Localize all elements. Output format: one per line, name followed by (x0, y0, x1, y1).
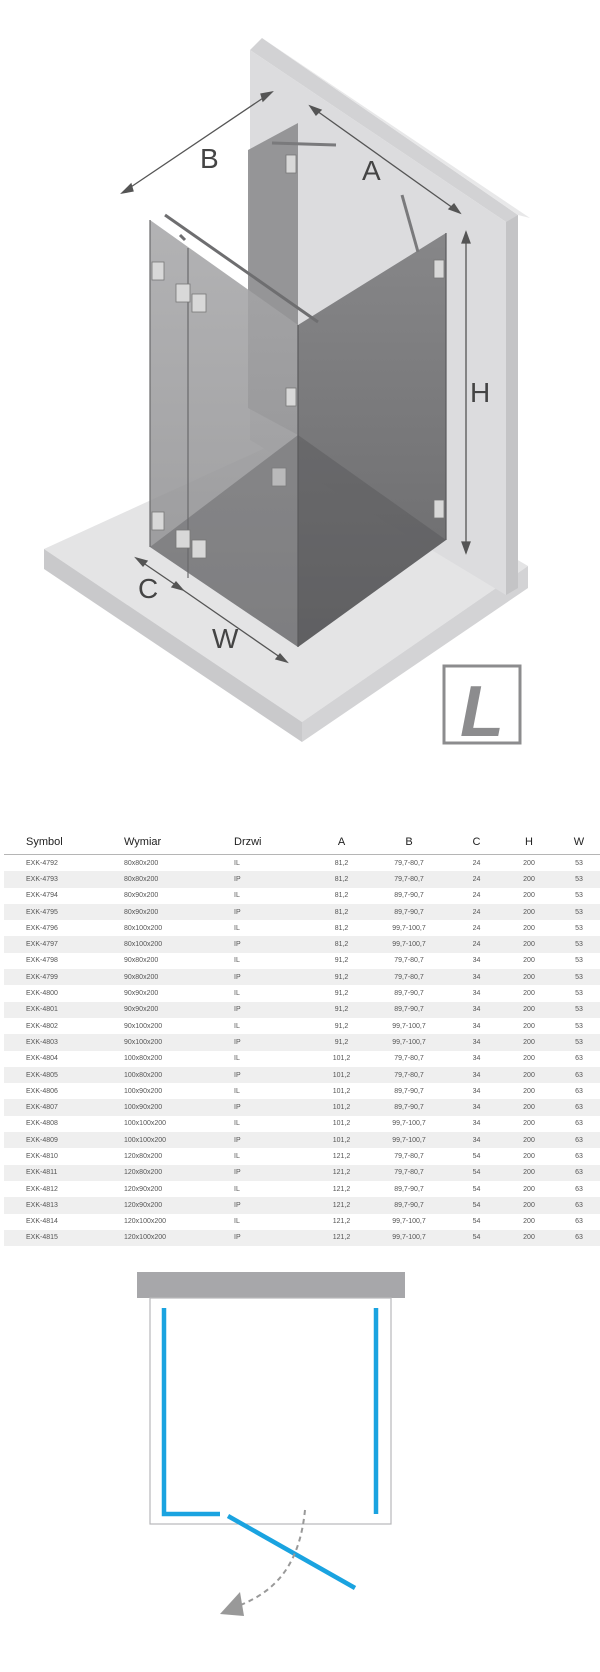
cell-wymiar: 80x100x200 (124, 936, 234, 952)
cell-c: 34 (449, 1099, 504, 1115)
header-b: B (369, 830, 449, 855)
cell-b: 79,7-80,7 (369, 871, 449, 887)
cell-a: 91,2 (314, 1002, 369, 1018)
header-h: H (504, 830, 554, 855)
cell-c: 54 (449, 1148, 504, 1164)
cell-a: 101,2 (314, 1116, 369, 1132)
table-row (4, 1002, 600, 1018)
cell-c: 24 (449, 855, 504, 872)
cell-drzwi: IL (234, 888, 314, 904)
cell-c: 34 (449, 969, 504, 985)
cell-symbol: EXK-4802 (4, 1018, 124, 1034)
cell-symbol: EXK-4795 (4, 904, 124, 920)
cell-a: 121,2 (314, 1214, 369, 1230)
cell-drzwi: IL (234, 953, 314, 969)
cell-h: 200 (504, 1116, 554, 1132)
cell-symbol: EXK-4815 (4, 1230, 124, 1246)
cell-c: 54 (449, 1214, 504, 1230)
cell-wymiar: 80x80x200 (124, 871, 234, 887)
table-row (4, 871, 600, 887)
cell-c: 34 (449, 1034, 504, 1050)
cell-b: 79,7-80,7 (369, 1165, 449, 1181)
cell-symbol: EXK-4798 (4, 953, 124, 969)
cell-symbol: EXK-4800 (4, 985, 124, 1001)
table-row (4, 953, 600, 969)
cell-wymiar: 120x80x200 (124, 1148, 234, 1164)
cell-b: 99,7-100,7 (369, 1132, 449, 1148)
cell-c: 34 (449, 1083, 504, 1099)
cell-drzwi: IP (234, 1197, 314, 1213)
cell-drzwi: IP (234, 1099, 314, 1115)
cell-wymiar: 80x90x200 (124, 904, 234, 920)
cell-h: 200 (504, 985, 554, 1001)
cell-b: 99,7-100,7 (369, 920, 449, 936)
cell-b: 99,7-100,7 (369, 936, 449, 952)
table-row (4, 1132, 600, 1148)
cell-b: 89,7-90,7 (369, 1083, 449, 1099)
cell-b: 99,7-100,7 (369, 1230, 449, 1246)
cell-drzwi: IL (234, 1181, 314, 1197)
cell-w: 53 (554, 871, 600, 887)
cell-symbol: EXK-4803 (4, 1034, 124, 1050)
cell-a: 121,2 (314, 1148, 369, 1164)
cell-h: 200 (504, 1099, 554, 1115)
cell-a: 81,2 (314, 855, 369, 872)
table-row (4, 1214, 600, 1230)
cell-drzwi: IP (234, 1067, 314, 1083)
cell-symbol: EXK-4806 (4, 1083, 124, 1099)
cell-h: 200 (504, 936, 554, 952)
cell-drzwi: IL (234, 1018, 314, 1034)
cell-symbol: EXK-4794 (4, 888, 124, 904)
cell-wymiar: 120x90x200 (124, 1181, 234, 1197)
cell-h: 200 (504, 1148, 554, 1164)
cell-symbol: EXK-4797 (4, 936, 124, 952)
cell-a: 121,2 (314, 1230, 369, 1246)
cell-h: 200 (504, 1051, 554, 1067)
cell-a: 121,2 (314, 1181, 369, 1197)
cell-b: 99,7-100,7 (369, 1116, 449, 1132)
cell-h: 200 (504, 1083, 554, 1099)
table-header-row (4, 830, 600, 855)
cell-b: 79,7-80,7 (369, 969, 449, 985)
cell-drzwi: IP (234, 1132, 314, 1148)
cell-symbol: EXK-4811 (4, 1165, 124, 1181)
cell-wymiar: 120x80x200 (124, 1165, 234, 1181)
cell-wymiar: 100x100x200 (124, 1132, 234, 1148)
cell-a: 101,2 (314, 1099, 369, 1115)
cell-b: 99,7-100,7 (369, 1214, 449, 1230)
cell-drzwi: IP (234, 904, 314, 920)
cell-drzwi: IL (234, 1083, 314, 1099)
cell-w: 63 (554, 1181, 600, 1197)
cell-h: 200 (504, 920, 554, 936)
cell-symbol: EXK-4805 (4, 1067, 124, 1083)
table-row (4, 1018, 600, 1034)
cell-h: 200 (504, 1002, 554, 1018)
cell-w: 63 (554, 1214, 600, 1230)
cell-a: 101,2 (314, 1051, 369, 1067)
cell-wymiar: 120x100x200 (124, 1230, 234, 1246)
table-body (4, 855, 600, 1247)
cell-w: 63 (554, 1197, 600, 1213)
cell-drzwi: IL (234, 1051, 314, 1067)
cell-drzwi: IP (234, 1002, 314, 1018)
dim-label-b: B (200, 143, 219, 174)
cell-h: 200 (504, 1230, 554, 1246)
cell-symbol: EXK-4793 (4, 871, 124, 887)
cell-drzwi: IL (234, 985, 314, 1001)
table-row (4, 1083, 600, 1099)
table-row (4, 985, 600, 1001)
cell-w: 53 (554, 1002, 600, 1018)
cell-h: 200 (504, 1165, 554, 1181)
badge-letter: L (460, 672, 504, 752)
cell-c: 34 (449, 953, 504, 969)
cell-b: 89,7-90,7 (369, 985, 449, 1001)
plan-outline (150, 1298, 391, 1524)
cell-w: 53 (554, 985, 600, 1001)
cell-w: 53 (554, 953, 600, 969)
cell-b: 89,7-90,7 (369, 1099, 449, 1115)
plan-view-diagram (0, 1270, 600, 1672)
table-row (4, 1197, 600, 1213)
cell-w: 63 (554, 1083, 600, 1099)
dim-label-w: W (212, 623, 239, 654)
cell-c: 34 (449, 1116, 504, 1132)
cell-wymiar: 90x90x200 (124, 985, 234, 1001)
cell-b: 89,7-90,7 (369, 888, 449, 904)
cell-wymiar: 90x100x200 (124, 1034, 234, 1050)
cell-wymiar: 100x90x200 (124, 1099, 234, 1115)
cell-c: 24 (449, 871, 504, 887)
cell-b: 79,7-80,7 (369, 855, 449, 872)
cell-a: 91,2 (314, 1018, 369, 1034)
cell-drzwi: IL (234, 920, 314, 936)
cell-c: 54 (449, 1181, 504, 1197)
cell-h: 200 (504, 888, 554, 904)
dim-label-a: A (362, 155, 381, 186)
cell-a: 81,2 (314, 871, 369, 887)
cell-w: 53 (554, 1018, 600, 1034)
shower-enclosure-diagram (0, 0, 600, 800)
table-row (4, 1148, 600, 1164)
cell-symbol: EXK-4801 (4, 1002, 124, 1018)
cell-w: 53 (554, 904, 600, 920)
table-row (4, 969, 600, 985)
cell-a: 101,2 (314, 1132, 369, 1148)
cell-symbol: EXK-4812 (4, 1181, 124, 1197)
cell-b: 89,7-90,7 (369, 1197, 449, 1213)
cell-wymiar: 100x100x200 (124, 1116, 234, 1132)
cell-b: 79,7-80,7 (369, 1051, 449, 1067)
cell-drzwi: IP (234, 936, 314, 952)
cell-c: 24 (449, 904, 504, 920)
table-row (4, 1181, 600, 1197)
cell-a: 91,2 (314, 985, 369, 1001)
cell-w: 63 (554, 1099, 600, 1115)
table-row (4, 1165, 600, 1181)
cell-h: 200 (504, 855, 554, 872)
cell-c: 34 (449, 1132, 504, 1148)
cell-c: 24 (449, 888, 504, 904)
cell-b: 79,7-80,7 (369, 953, 449, 969)
cell-symbol: EXK-4808 (4, 1116, 124, 1132)
cell-h: 200 (504, 871, 554, 887)
cell-c: 24 (449, 920, 504, 936)
table-row (4, 920, 600, 936)
header-symbol: Symbol (4, 830, 124, 855)
cell-h: 200 (504, 1197, 554, 1213)
table-row (4, 1067, 600, 1083)
cell-w: 53 (554, 855, 600, 872)
cell-wymiar: 100x90x200 (124, 1083, 234, 1099)
cell-a: 121,2 (314, 1165, 369, 1181)
table-row (4, 1034, 600, 1050)
plan-wall (137, 1272, 405, 1298)
cell-wymiar: 90x80x200 (124, 969, 234, 985)
cell-a: 91,2 (314, 1034, 369, 1050)
table-row (4, 904, 600, 920)
cell-wymiar: 90x80x200 (124, 953, 234, 969)
cell-a: 101,2 (314, 1067, 369, 1083)
cell-symbol: EXK-4807 (4, 1099, 124, 1115)
cell-drzwi: IL (234, 1148, 314, 1164)
cell-drzwi: IP (234, 1230, 314, 1246)
cell-wymiar: 80x80x200 (124, 855, 234, 872)
table-row (4, 1099, 600, 1115)
cell-w: 63 (554, 1116, 600, 1132)
spec-table (4, 830, 600, 1246)
cell-w: 53 (554, 1034, 600, 1050)
cell-symbol: EXK-4792 (4, 855, 124, 872)
cell-a: 121,2 (314, 1197, 369, 1213)
cell-h: 200 (504, 1034, 554, 1050)
table-row (4, 1116, 600, 1132)
cell-b: 79,7-80,7 (369, 1067, 449, 1083)
cell-drzwi: IP (234, 1034, 314, 1050)
cell-b: 99,7-100,7 (369, 1034, 449, 1050)
header-wymiar: Wymiar (124, 830, 234, 855)
cell-b: 79,7-80,7 (369, 1148, 449, 1164)
cell-drzwi: IP (234, 1165, 314, 1181)
cell-a: 81,2 (314, 936, 369, 952)
door-swing-arrowhead (220, 1592, 244, 1616)
cell-b: 89,7-90,7 (369, 1181, 449, 1197)
table-row (4, 855, 600, 872)
cell-w: 53 (554, 920, 600, 936)
cell-wymiar: 80x90x200 (124, 888, 234, 904)
cell-drzwi: IP (234, 969, 314, 985)
cell-a: 91,2 (314, 969, 369, 985)
cell-c: 24 (449, 936, 504, 952)
cell-c: 54 (449, 1165, 504, 1181)
cell-w: 63 (554, 1165, 600, 1181)
cell-symbol: EXK-4804 (4, 1051, 124, 1067)
cell-c: 54 (449, 1197, 504, 1213)
cell-w: 63 (554, 1148, 600, 1164)
cell-a: 91,2 (314, 953, 369, 969)
cell-h: 200 (504, 1132, 554, 1148)
cell-h: 200 (504, 1214, 554, 1230)
cell-symbol: EXK-4796 (4, 920, 124, 936)
cell-h: 200 (504, 1067, 554, 1083)
cell-wymiar: 120x100x200 (124, 1214, 234, 1230)
cell-c: 34 (449, 1051, 504, 1067)
l-shape-badge (444, 666, 520, 752)
cell-drzwi: IP (234, 871, 314, 887)
cell-drzwi: IL (234, 855, 314, 872)
cell-h: 200 (504, 953, 554, 969)
cell-h: 200 (504, 1181, 554, 1197)
cell-c: 34 (449, 1067, 504, 1083)
cell-w: 53 (554, 888, 600, 904)
header-a: A (314, 830, 369, 855)
cell-symbol: EXK-4810 (4, 1148, 124, 1164)
cell-b: 99,7-100,7 (369, 1018, 449, 1034)
cell-c: 34 (449, 985, 504, 1001)
cell-wymiar: 120x90x200 (124, 1197, 234, 1213)
cell-wymiar: 100x80x200 (124, 1051, 234, 1067)
cell-h: 200 (504, 904, 554, 920)
cell-a: 81,2 (314, 904, 369, 920)
cell-a: 81,2 (314, 888, 369, 904)
spec-table-section (4, 830, 596, 1246)
cell-w: 53 (554, 936, 600, 952)
cell-h: 200 (504, 1018, 554, 1034)
cell-w: 63 (554, 1067, 600, 1083)
cell-drzwi: IL (234, 1214, 314, 1230)
cell-w: 63 (554, 1051, 600, 1067)
cell-h: 200 (504, 969, 554, 985)
header-c: C (449, 830, 504, 855)
cell-symbol: EXK-4813 (4, 1197, 124, 1213)
cell-c: 54 (449, 1230, 504, 1246)
cell-wymiar: 80x100x200 (124, 920, 234, 936)
table-row (4, 888, 600, 904)
cell-symbol: EXK-4814 (4, 1214, 124, 1230)
cell-drzwi: IL (234, 1116, 314, 1132)
dim-label-c: C (138, 573, 159, 604)
cell-c: 34 (449, 1018, 504, 1034)
cell-wymiar: 90x100x200 (124, 1018, 234, 1034)
cell-wymiar: 100x80x200 (124, 1067, 234, 1083)
table-row (4, 1230, 600, 1246)
cell-a: 101,2 (314, 1083, 369, 1099)
table-row (4, 936, 600, 952)
cell-c: 34 (449, 1002, 504, 1018)
header-w: W (554, 830, 600, 855)
cell-wymiar: 90x90x200 (124, 1002, 234, 1018)
plan-glass (164, 1308, 376, 1588)
cell-b: 89,7-90,7 (369, 904, 449, 920)
cell-a: 81,2 (314, 920, 369, 936)
cell-w: 63 (554, 1230, 600, 1246)
cell-symbol: EXK-4809 (4, 1132, 124, 1148)
table-row (4, 1051, 600, 1067)
header-drzwi: Drzwi (234, 830, 314, 855)
cell-b: 89,7-90,7 (369, 1002, 449, 1018)
dim-label-h: H (470, 377, 491, 408)
cell-symbol: EXK-4799 (4, 969, 124, 985)
cell-w: 53 (554, 969, 600, 985)
cell-w: 63 (554, 1132, 600, 1148)
